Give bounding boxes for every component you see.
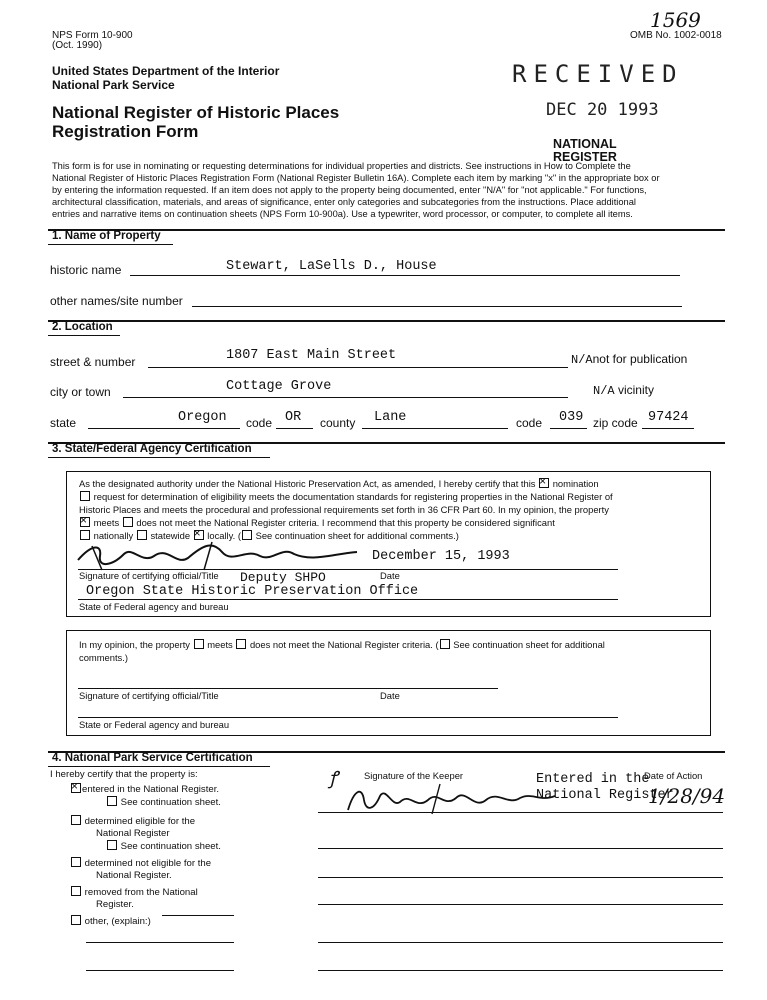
entered-label: entered in the National Register. (82, 784, 220, 795)
opinion-text (79, 638, 605, 664)
agency-line (78, 717, 618, 718)
not-eligible-label: National Register. (96, 870, 172, 881)
does-not-meet-checkbox[interactable] (123, 517, 133, 527)
register-stamp-line2: REGISTER (553, 150, 617, 164)
opinion-text-line: In my opinion, the property (79, 639, 190, 650)
department-name: United States Department of the Interior (52, 64, 280, 78)
agency-label: State of Federal agency and bureau (79, 601, 229, 612)
cert-text: nomination (552, 478, 599, 489)
opinion-meets-checkbox[interactable] (194, 639, 204, 649)
cert-date-label: Date (380, 570, 400, 581)
street-label: street & number (50, 355, 136, 369)
nps-certification-list (50, 769, 290, 928)
determined-eligible-label: determined eligible for the (84, 816, 196, 827)
field-underline (148, 367, 568, 368)
other-explain-line (86, 970, 234, 971)
opinion-date-label: Date (380, 690, 400, 701)
section-divider (48, 320, 725, 322)
request-checkbox[interactable] (80, 491, 90, 501)
section1-heading: 1. Name of Property (52, 230, 161, 242)
opinion-agency-label: State or Federal agency and bureau (79, 719, 230, 730)
removed-label: removed from the National (84, 887, 198, 898)
keeper-signature (340, 780, 560, 820)
keeper-line (318, 904, 723, 905)
field-underline (642, 428, 694, 429)
field-underline (276, 428, 313, 429)
not-for-publication[interactable] (571, 352, 687, 367)
register-stamp-line1: NATIONAL (553, 137, 617, 151)
instructions-block (52, 160, 732, 220)
service-name: National Park Service (52, 78, 175, 92)
cert-text: As the designated authority under the National Historic Preservation Act, as amended, I hereby certify that this (79, 478, 536, 489)
section3-heading: 3. State/Federal Agency Certification (52, 443, 252, 455)
field-underline (362, 428, 508, 429)
section2-heading: 2. Location (52, 321, 113, 333)
form-number: NPS Form 10-900 (52, 30, 133, 41)
entered-stamp-line2: National Register (536, 788, 674, 803)
vicinity-value: N/A (593, 384, 615, 398)
county-label: county (320, 416, 356, 430)
instructions-line: National Register of Historic Places Registration Form (National Register Bulletin 16A). Complete each item by marking "x" in the appropriate box or (52, 173, 660, 183)
statewide-label: statewide (150, 530, 191, 541)
nfp-value: N/A (571, 353, 593, 367)
keeper-line (318, 970, 723, 971)
cert-signature-label: Signature of certifying official/Title (79, 570, 219, 581)
cert-text: Historic Places and meets the procedural and professional requirements set forth in 36 CFR Part 60. In my opinion, the property (79, 504, 609, 515)
city-field[interactable]: Cottage Grove (226, 379, 332, 394)
instructions-line: architectural classification, materials, and areas of significance, enter only categories and subcategories from the instructions. Place additional (52, 197, 636, 207)
see-continuation-label: See continuation sheet. (120, 797, 221, 808)
heading-underline (48, 335, 120, 336)
opinion-does-not-meet-checkbox[interactable] (236, 639, 246, 649)
cert-date-value[interactable]: December 15, 1993 (372, 549, 510, 564)
field-underline (130, 275, 680, 276)
instructions-line: This form is for use in nominating or requesting determinations for individual properties and districts. See instructions in How to Complete the (52, 161, 631, 171)
field-underline (88, 428, 240, 429)
county-code-field[interactable]: 039 (559, 410, 584, 425)
date-action-label: Date of Action (644, 770, 703, 781)
opinion-text-line: comments.) (79, 652, 128, 663)
opinion-continuation-checkbox[interactable] (440, 639, 450, 649)
locally-label: locally. ( (207, 530, 241, 541)
opinion-signature-label: Signature of certifying official/Title (79, 690, 219, 701)
historic-name-field[interactable]: Stewart, LaSells D., House (226, 259, 437, 274)
other-label: other, (explain:) (84, 916, 151, 927)
state-label: state (50, 416, 77, 430)
section4-heading: 4. National Park Service Certification (52, 752, 253, 764)
omb-number: OMB No. 1002‑0018 (630, 30, 722, 41)
county-code-label: code (516, 416, 543, 430)
heading-underline (48, 766, 270, 767)
agency-field[interactable]: Oregon State Historic Preservation Office (86, 584, 419, 599)
zip-field[interactable]: 97424 (648, 410, 689, 425)
form-subtitle: Registration Form (52, 122, 199, 141)
historic-name-label: historic name (50, 263, 122, 277)
keeper-line (318, 877, 723, 878)
nps-intro: I hereby certify that the property is: (50, 769, 198, 780)
keeper-signature-label: Signature of the Keeper (364, 770, 464, 781)
meets-checkbox[interactable] (80, 517, 90, 527)
received-date-stamp: DEC 20 1993 (546, 100, 659, 120)
opinion-text-line: See continuation sheet for additional (453, 639, 605, 650)
entered-continuation-checkbox[interactable] (107, 796, 117, 806)
form-title: National Register of Historic Places (52, 103, 340, 122)
keeper-line (318, 812, 723, 813)
nomination-checkbox[interactable] (539, 478, 549, 488)
state-field[interactable]: Oregon (178, 410, 227, 425)
instructions-line: by entering the information requested. If an item does not apply to the property being documented, enter "N/A" for "not applicable." For functions, (52, 185, 647, 195)
other-checkbox[interactable] (71, 915, 81, 925)
opinion-text-line: does not meet the National Register criteria. ( (249, 639, 439, 650)
cert-text: request for determination of eligibility meets the documentation standards for registering properties in the National Register of (93, 491, 613, 502)
determined-eligible-label: National Register (96, 828, 170, 839)
certification-text (79, 477, 709, 542)
agency-line (78, 599, 618, 600)
entered-checkbox[interactable] (71, 783, 81, 793)
other-explain-line (86, 942, 234, 943)
vicinity-label: vicinity (617, 383, 654, 397)
cert-text: See continuation sheet for additional comments.) (255, 530, 459, 541)
other-names-label: other names/site number (50, 294, 183, 308)
received-stamp: RECEIVED (512, 60, 684, 88)
county-field[interactable]: Lane (374, 410, 407, 425)
date-action-value[interactable]: 1/28/94 (648, 784, 726, 808)
heading-underline (48, 244, 173, 245)
determined-eligible-checkbox[interactable] (71, 815, 81, 825)
state-code-label: code (246, 416, 273, 430)
keeper-initial: ꝭ (329, 768, 338, 789)
signer-title[interactable]: Deputy SHPO (240, 570, 326, 585)
not-eligible-label: determined not eligible for the (84, 858, 212, 869)
not-eligible-checkbox[interactable] (71, 857, 81, 867)
form-date: (Oct. 1990) (52, 40, 103, 51)
removed-label: Register. (96, 899, 134, 910)
keeper-line (318, 942, 723, 943)
entered-stamp-line1: Entered in the (536, 772, 650, 787)
signature-line (78, 688, 498, 689)
nfp-label: not for publication (592, 352, 688, 366)
city-label: city or town (50, 385, 111, 399)
handwritten-number: 1569 (650, 8, 701, 32)
meets-label: meets (93, 517, 120, 528)
other-explain-line (162, 915, 234, 916)
removed-checkbox[interactable] (71, 886, 81, 896)
opinion-meets-label: meets (207, 639, 233, 650)
state-code-field[interactable]: OR (285, 410, 302, 425)
see-continuation-label: See continuation sheet. (120, 841, 221, 852)
cert-text: does not meet the National Register criteria. I recommend that this property be considered significant (136, 517, 555, 528)
heading-underline (48, 457, 270, 458)
keeper-line (318, 848, 723, 849)
eligible-continuation-checkbox[interactable] (107, 840, 117, 850)
instructions-line: entries and narrative items on continuation sheets (NPS Form 10-900a). Use a typewriter, word processor, or computer, to complete all items. (52, 209, 633, 219)
nationally-label: nationally (93, 530, 134, 541)
field-underline (192, 306, 682, 307)
vicinity-field[interactable] (593, 383, 654, 398)
street-field[interactable]: 1807 East Main Street (226, 348, 397, 363)
field-underline (123, 397, 568, 398)
zip-label: zip code (593, 416, 638, 430)
field-underline (550, 428, 587, 429)
